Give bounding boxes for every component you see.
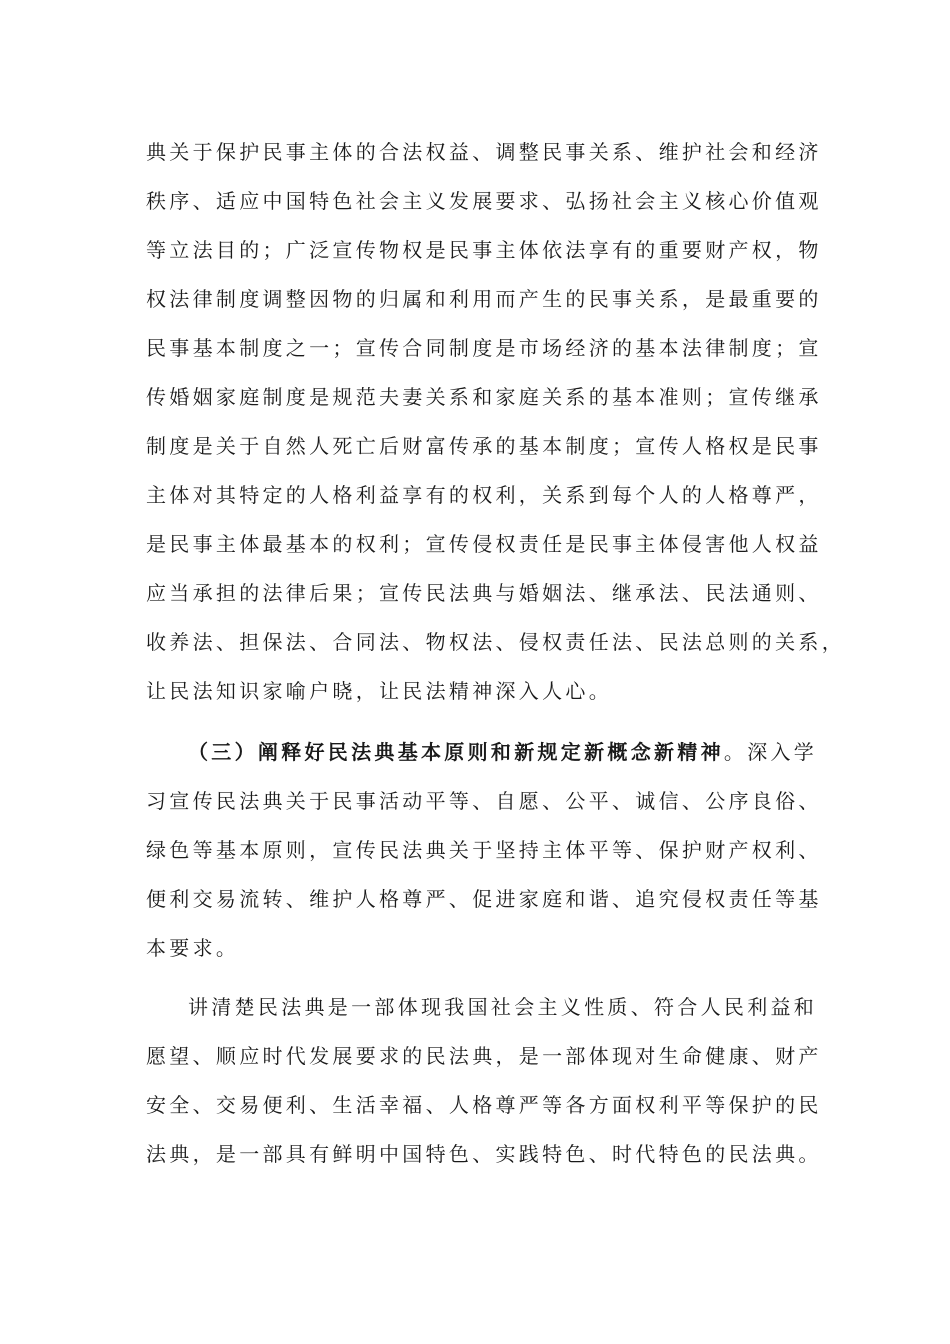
paragraph-line: 便利交易流转、维护人格尊严、促进家庭和谐、追究侵权责任等基 [146, 887, 822, 911]
section-heading-line [188, 734, 868, 770]
paragraph-line: 应当承担的法律后果；宣传民法典与婚姻法、继承法、民法通则、 [146, 581, 822, 605]
paragraph-line: 典关于保护民事主体的合法权益、调整民事关系、维护社会和经济 [146, 140, 822, 164]
paragraph-line: 习宣传民法典关于民事活动平等、自愿、公平、诚信、公序良俗、 [146, 789, 822, 813]
paragraph-line: 让民法知识家喻户晓，让民法精神深入人心。 [146, 679, 612, 703]
paragraph-first-line: 讲清楚民法典是一部体现我国社会主义性质、符合人民利益和 [188, 995, 818, 1019]
paragraph-line: 秩序、适应中国特色社会主义发展要求、弘扬社会主义核心价值观 [146, 189, 822, 213]
paragraph-line: 制度是关于自然人死亡后财富传承的基本制度；宣传人格权是民事 [146, 434, 822, 458]
paragraph-line: 民事基本制度之一；宣传合同制度是市场经济的基本法律制度；宣 [146, 336, 822, 360]
paragraph-line: 绿色等基本原则，宣传民法典关于坚持主体平等、保护财产权利、 [146, 838, 822, 862]
paragraph-line: 等立法目的；广泛宣传物权是民事主体依法享有的重要财产权，物 [146, 238, 822, 262]
paragraph-line: 是民事主体最基本的权利；宣传侵权责任是民事主体侵害他人权益 [146, 532, 822, 556]
paragraph-line: 收养法、担保法、合同法、物权法、侵权责任法、民法总则的关系， [146, 630, 845, 654]
paragraph-line: 愿望、顺应时代发展要求的民法典，是一部体现对生命健康、财产 [146, 1044, 822, 1068]
paragraph-line: 本要求。 [146, 936, 240, 960]
paragraph-line: 权法律制度调整因物的归属和利用而产生的民事关系，是最重要的 [146, 287, 822, 311]
paragraph-line: 安全、交易便利、生活幸福、人格尊严等各方面权利平等保护的民 [146, 1093, 822, 1117]
paragraph-line: 主体对其特定的人格利益享有的权利，关系到每个人的人格尊严， [146, 483, 822, 507]
paragraph-line: 法典，是一部具有鲜明中国特色、实践特色、时代特色的民法典。 [146, 1142, 822, 1166]
section-heading: （三）阐释好民法典基本原则和新规定新概念新精神 [188, 740, 724, 764]
heading-tail-text: 。深入学 [723, 740, 818, 764]
paragraph-line: 传婚姻家庭制度是规范夫妻关系和家庭关系的基本准则；宣传继承 [146, 385, 822, 409]
